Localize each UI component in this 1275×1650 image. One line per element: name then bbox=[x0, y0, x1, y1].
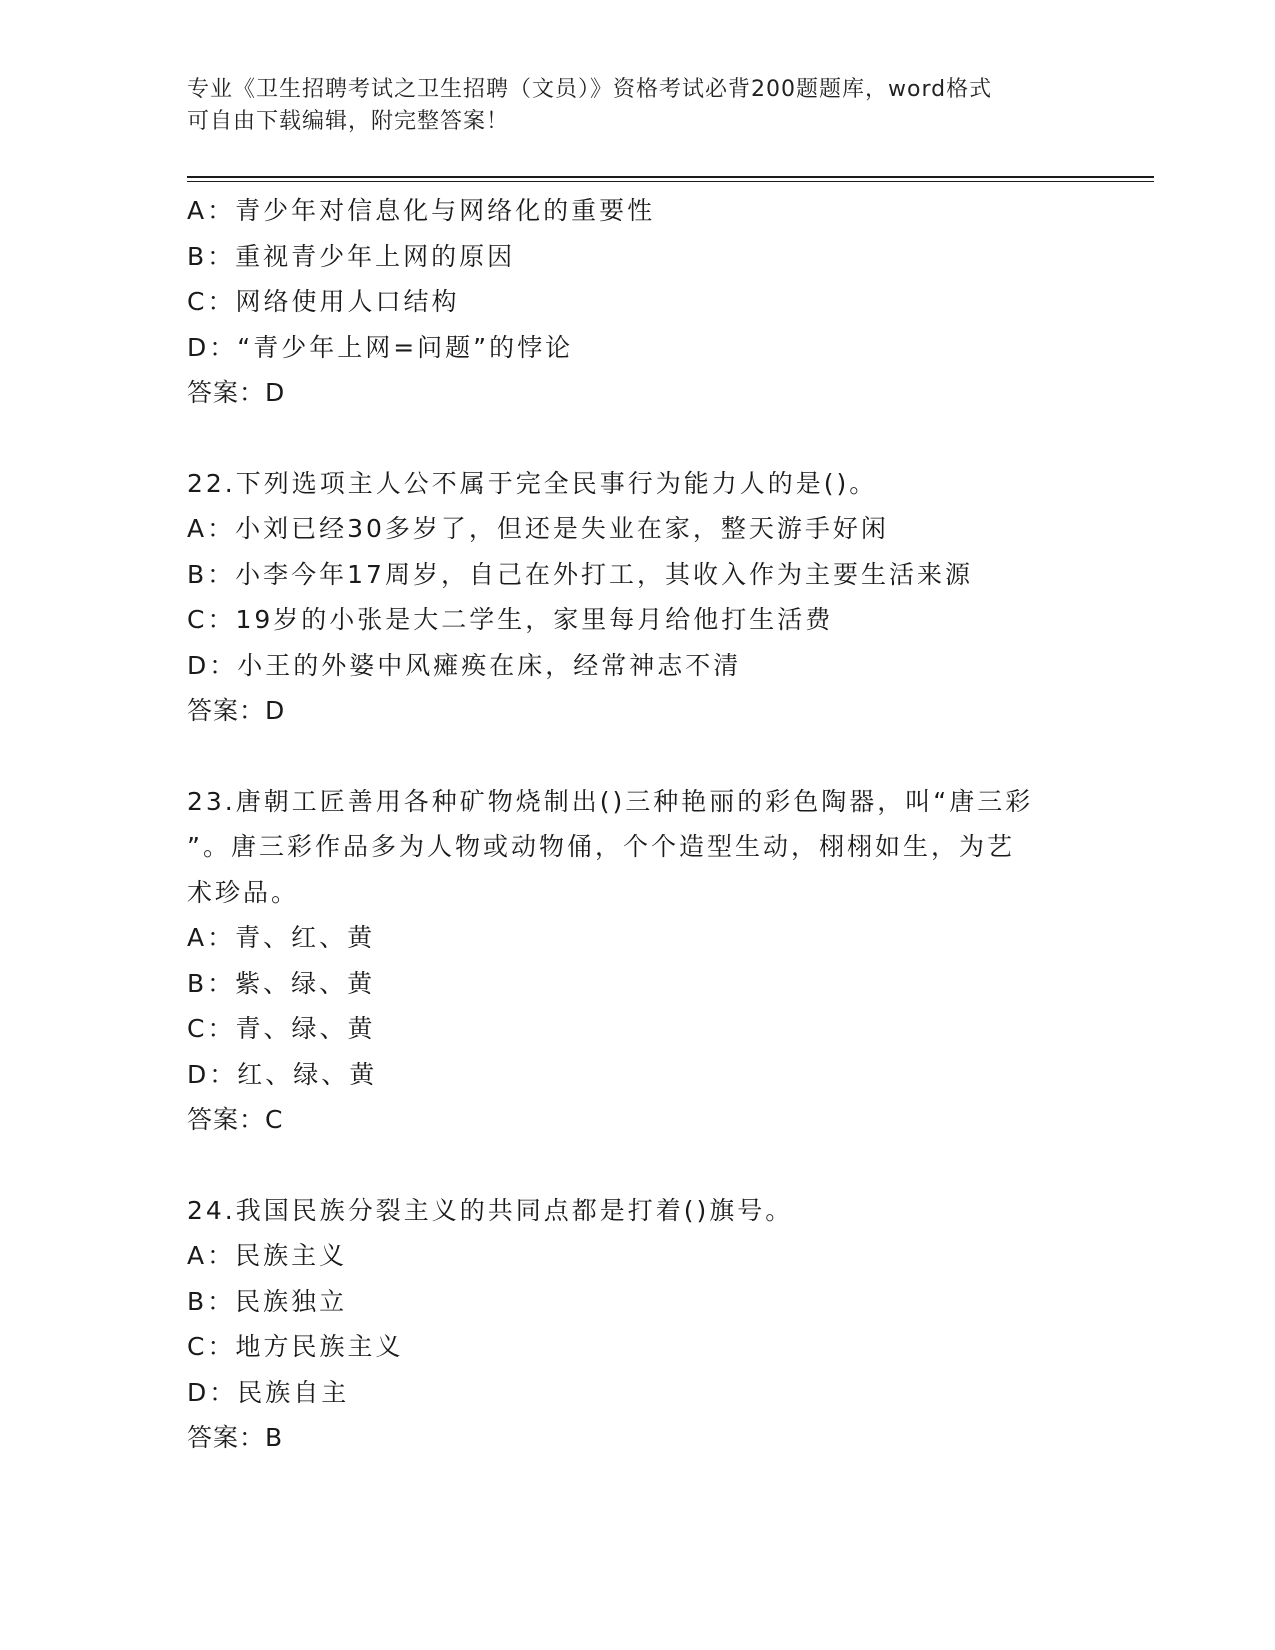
question-stem-line-2: ”。唐三彩作品多为人物或动物俑，个个造型生动，栩栩如生，为艺 bbox=[187, 832, 1015, 861]
option-b: B：民族独立 bbox=[187, 1286, 348, 1316]
answer-line: 答案：C bbox=[187, 1105, 284, 1134]
option-c: C：地方民族主义 bbox=[187, 1332, 404, 1361]
answer-line: 答案：D bbox=[187, 378, 286, 407]
question-spacer bbox=[187, 734, 1087, 779]
header-divider-thin bbox=[187, 181, 1154, 182]
question-stem-line-3: 术珍品。 bbox=[187, 877, 300, 907]
header-divider-thick bbox=[187, 176, 1154, 178]
question-stem: 24.我国民族分裂主义的共同点都是打着()旗号。 bbox=[187, 1195, 794, 1225]
option-d: D：红、绿、黄 bbox=[187, 1059, 378, 1089]
answer-line: 答案：B bbox=[187, 1423, 284, 1452]
option-a: A：青少年对信息化与网络化的重要性 bbox=[187, 196, 656, 225]
option-d: D：民族自主 bbox=[187, 1377, 350, 1407]
option-c: C：青、绿、黄 bbox=[187, 1014, 376, 1043]
question-stem-line-1: 23.唐朝工匠善用各种矿物烧制出()三种艳丽的彩色陶器，叫“唐三彩 bbox=[187, 786, 1034, 816]
option-a: A：小刘已经30多岁了，但还是失业在家，整天游手好闲 bbox=[187, 514, 889, 543]
option-c: C：网络使用人口结构 bbox=[187, 287, 460, 316]
option-d: D：“青少年上网=问题”的悖论 bbox=[187, 332, 574, 362]
question-24 bbox=[187, 1188, 1087, 1461]
question-spacer bbox=[187, 1143, 1087, 1188]
question-spacer bbox=[187, 416, 1087, 461]
header-title-line-1: 专业《卫生招聘考试之卫生招聘（文员）》资格考试必背200题题库，word格式 bbox=[187, 77, 993, 102]
answer-line: 答案：D bbox=[187, 696, 286, 725]
question-21 bbox=[187, 188, 1087, 416]
question-list bbox=[187, 188, 1087, 1461]
option-d: D：小王的外婆中风瘫痪在床，经常神志不清 bbox=[187, 650, 742, 680]
document-header bbox=[187, 74, 1087, 138]
question-23 bbox=[187, 779, 1087, 1143]
option-b: B：紫、绿、黄 bbox=[187, 968, 376, 998]
header-title-line-2: 可自由下载编辑，附完整答案！ bbox=[187, 109, 510, 134]
option-a: A：民族主义 bbox=[187, 1241, 348, 1270]
option-b: B：重视青少年上网的原因 bbox=[187, 241, 516, 271]
option-a: A：青、红、黄 bbox=[187, 923, 376, 952]
question-stem: 22.下列选项主人公不属于完全民事行为能力人的是()。 bbox=[187, 468, 878, 498]
option-c: C：19岁的小张是大二学生，家里每月给他打生活费 bbox=[187, 605, 834, 634]
question-22 bbox=[187, 461, 1087, 734]
option-b: B：小李今年17周岁，自己在外打工，其收入作为主要生活来源 bbox=[187, 559, 973, 589]
